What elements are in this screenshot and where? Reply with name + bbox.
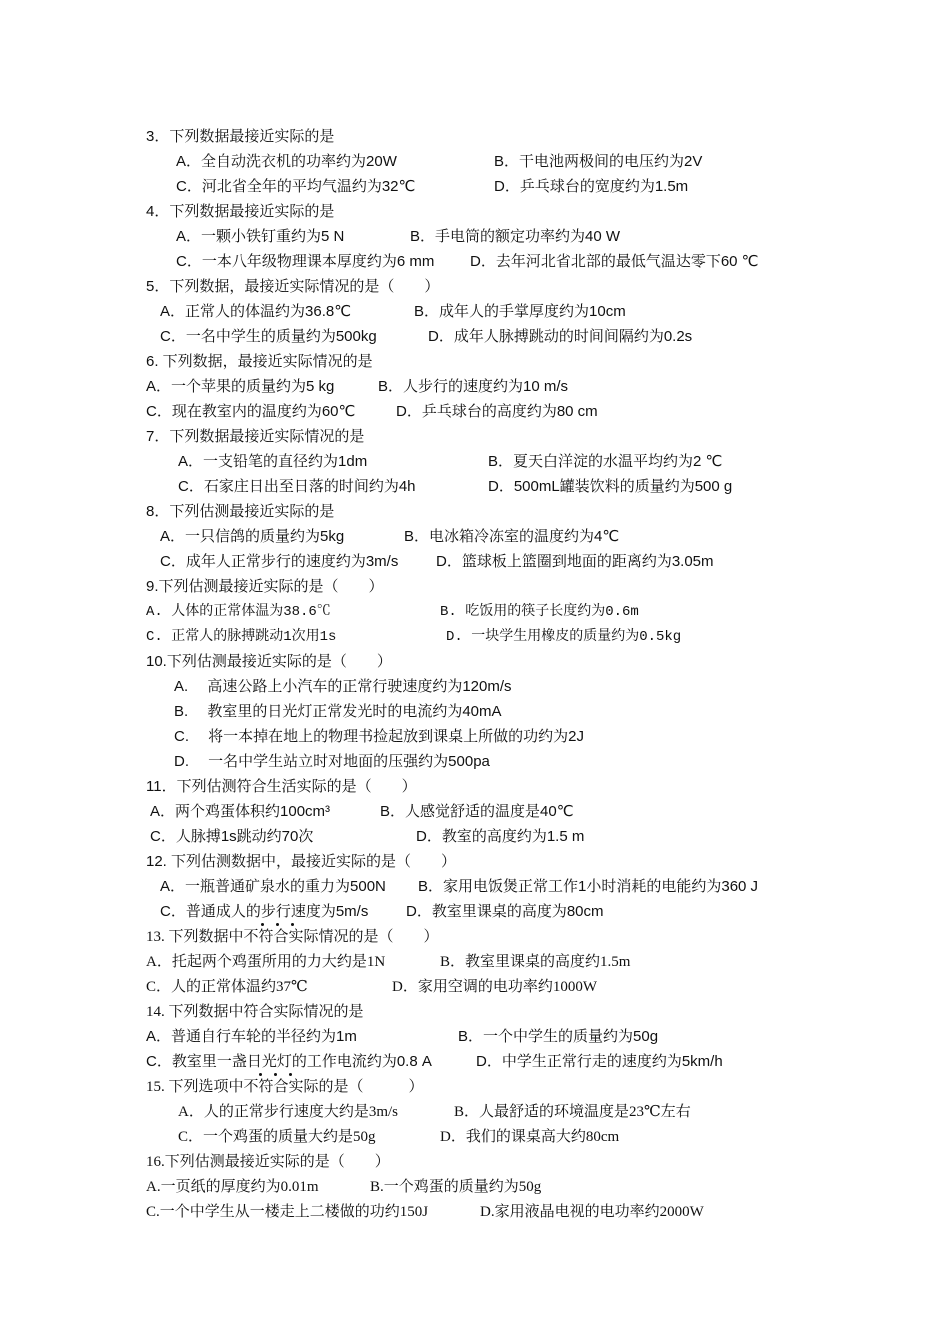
- question-stem: 5．下列数据，最接近实际情况的是（ ）: [146, 278, 440, 295]
- option-d: D．我们的课桌高大约80cm: [440, 1129, 620, 1145]
- option-d: D．乒乓球台的宽度约为1.5m: [494, 178, 689, 195]
- option-c: C．普通成人的步行速度为5m/s: [160, 903, 369, 920]
- option-d: D．500mL罐装饮料的质量约为500 g: [488, 478, 733, 495]
- option-d: D．中学生正常行走的速度约为5km/h: [476, 1053, 723, 1070]
- option-c: C. 正常人的脉搏跳动1次用1s: [146, 629, 337, 645]
- option-a: A. 人体的正常体温为38.6℃: [146, 604, 331, 620]
- option-a: A．一只信鸽的质量约为5kg: [160, 528, 345, 545]
- question-stem: 9.下列估测最接近实际的是（ ）: [146, 578, 384, 595]
- option-d: D.家用液晶电视的电功率约2000W: [480, 1204, 704, 1220]
- option-b: B.一个鸡蛋的质量约为50g: [370, 1179, 542, 1195]
- option-a: A．全自动洗衣机的功率约为20W: [176, 153, 397, 170]
- question-stem: 6. 下列数据，最接近实际情况的是: [146, 353, 373, 370]
- option-b: B. 吃饭用的筷子长度约为0.6m: [440, 604, 639, 620]
- option-c: C．一本八年级物理课本厚度约为6 mm: [176, 253, 435, 270]
- option-b: B．干电池两极间的电压约为2V: [494, 153, 703, 170]
- option-c: C．人的正常体温约37℃: [146, 979, 308, 995]
- option-c: C．一个鸡蛋的质量大约是50g: [178, 1129, 376, 1145]
- option-c: C.一个中学生从一楼走上二楼做的功约150J: [146, 1204, 429, 1220]
- option-d: D．教室里课桌的高度为80cm: [406, 903, 604, 920]
- emphasis-dot: [274, 1073, 277, 1076]
- option-c: C．河北省全年的平均气温约为32℃: [176, 178, 416, 195]
- question-stem: 7．下列数据最接近实际情况的是: [146, 428, 365, 445]
- option-b: B．人感觉舒适的温度是40℃: [380, 803, 574, 820]
- option-d: D．乒乓球台的高度约为80 cm: [396, 403, 598, 420]
- option-c: C. 将一本掉在地上的物理书捡起放到课桌上所做的功约为2J: [174, 728, 585, 745]
- option-a: A．一支铅笔的直径约为1dm: [178, 453, 368, 470]
- option-b: B. 教室里的日光灯正常发光时的电流约为40mA: [174, 703, 502, 720]
- emphasis-dot: [259, 1073, 262, 1076]
- option-b: B．人步行的速度约为10 m/s: [378, 378, 569, 395]
- option-d: D. 一名中学生站立时对地面的压强约为500pa: [174, 753, 490, 770]
- option-a: A．人的正常步行速度大约是3m/s: [178, 1104, 399, 1120]
- option-c: C．成年人正常步行的速度约为3m/s: [160, 553, 399, 570]
- question-stem: 13. 下列数据中不符合实际情况的是（ ）: [146, 929, 439, 945]
- option-d: D．成年人脉搏跳动的时间间隔约为0.2s: [428, 328, 693, 345]
- option-d: D．家用空调的电功率约1000W: [392, 979, 597, 995]
- option-b: B．成年人的手掌厚度约为10cm: [414, 303, 626, 320]
- option-b: B．手电筒的额定功率约为40 W: [410, 228, 621, 245]
- question-stem: 15. 下列选项中不符合实际的是（ ）: [146, 1079, 424, 1095]
- question-stem: 11．下列估测符合生活实际的是（ ）: [146, 778, 417, 795]
- emphasis-dot: [291, 923, 294, 926]
- question-stem: 10.下列估测最接近实际的是（ ）: [146, 653, 392, 670]
- option-a: A．一瓶普通矿泉水的重力为500N: [160, 878, 386, 895]
- question-stem: 14. 下列数据中符合实际情况的是: [146, 1004, 364, 1020]
- option-a: A．正常人的体温约为36.8℃: [160, 303, 352, 320]
- option-c: C．人脉搏1s跳动约70次: [150, 828, 314, 845]
- option-a: A．普通自行车轮的半径约为1m: [146, 1028, 357, 1045]
- emphasis-dot: [276, 923, 279, 926]
- option-d: D．教室的高度约为1.5 m: [416, 828, 585, 845]
- option-b: B．人最舒适的环境温度是23℃左右: [454, 1104, 691, 1120]
- option-c: C．教室里一盏日光灯的工作电流约为0.8 A: [146, 1053, 432, 1070]
- question-stem: 16.下列估测最接近实际的是（ ）: [146, 1154, 390, 1170]
- option-c: C．一名中学生的质量约为500kg: [160, 328, 377, 345]
- option-b: B．电冰箱冷冻室的温度约为4℃: [404, 528, 620, 545]
- question-stem: 4．下列数据最接近实际的是: [146, 203, 335, 220]
- option-a: A.一页纸的厚度约为0.01m: [146, 1179, 319, 1195]
- option-b: B．夏天白洋淀的水温平均约为2 ℃: [488, 453, 723, 470]
- question-stem: 3．下列数据最接近实际的是: [146, 128, 335, 145]
- option-b: B．家用电饭煲正常工作1小时消耗的电能约为360 J: [418, 878, 759, 895]
- option-a: A．一颗小铁钉重约为5 N: [176, 228, 345, 245]
- option-b: B．一个中学生的质量约为50g: [458, 1028, 659, 1045]
- option-c: C．现在教室内的温度约为60℃: [146, 403, 356, 420]
- option-d: D．去年河北省北部的最低气温达零下60 ℃: [470, 253, 759, 270]
- option-d: D．篮球板上篮圈到地面的距离约为3.05m: [436, 553, 714, 570]
- option-a: A．一个苹果的质量约为5 kg: [146, 378, 335, 395]
- question-stem: 12. 下列估测数据中，最接近实际的是（ ）: [146, 853, 457, 870]
- question-stem: 8．下列估测最接近实际的是: [146, 503, 335, 520]
- option-c: C．石家庄日出至日落的时间约为4h: [178, 478, 416, 495]
- emphasis-dot: [289, 1073, 292, 1076]
- option-a: A．两个鸡蛋体积约100cm³: [150, 803, 331, 820]
- option-b: B．教室里课桌的高度约1.5m: [440, 954, 631, 970]
- emphasis-dot: [261, 923, 264, 926]
- option-a: A．托起两个鸡蛋所用的力大约是1N: [146, 954, 386, 970]
- option-a: A. 高速公路上小汽车的正常行驶速度约为120m/s: [174, 678, 512, 695]
- option-d: D. 一块学生用橡皮的质量约为0.5kg: [446, 629, 682, 645]
